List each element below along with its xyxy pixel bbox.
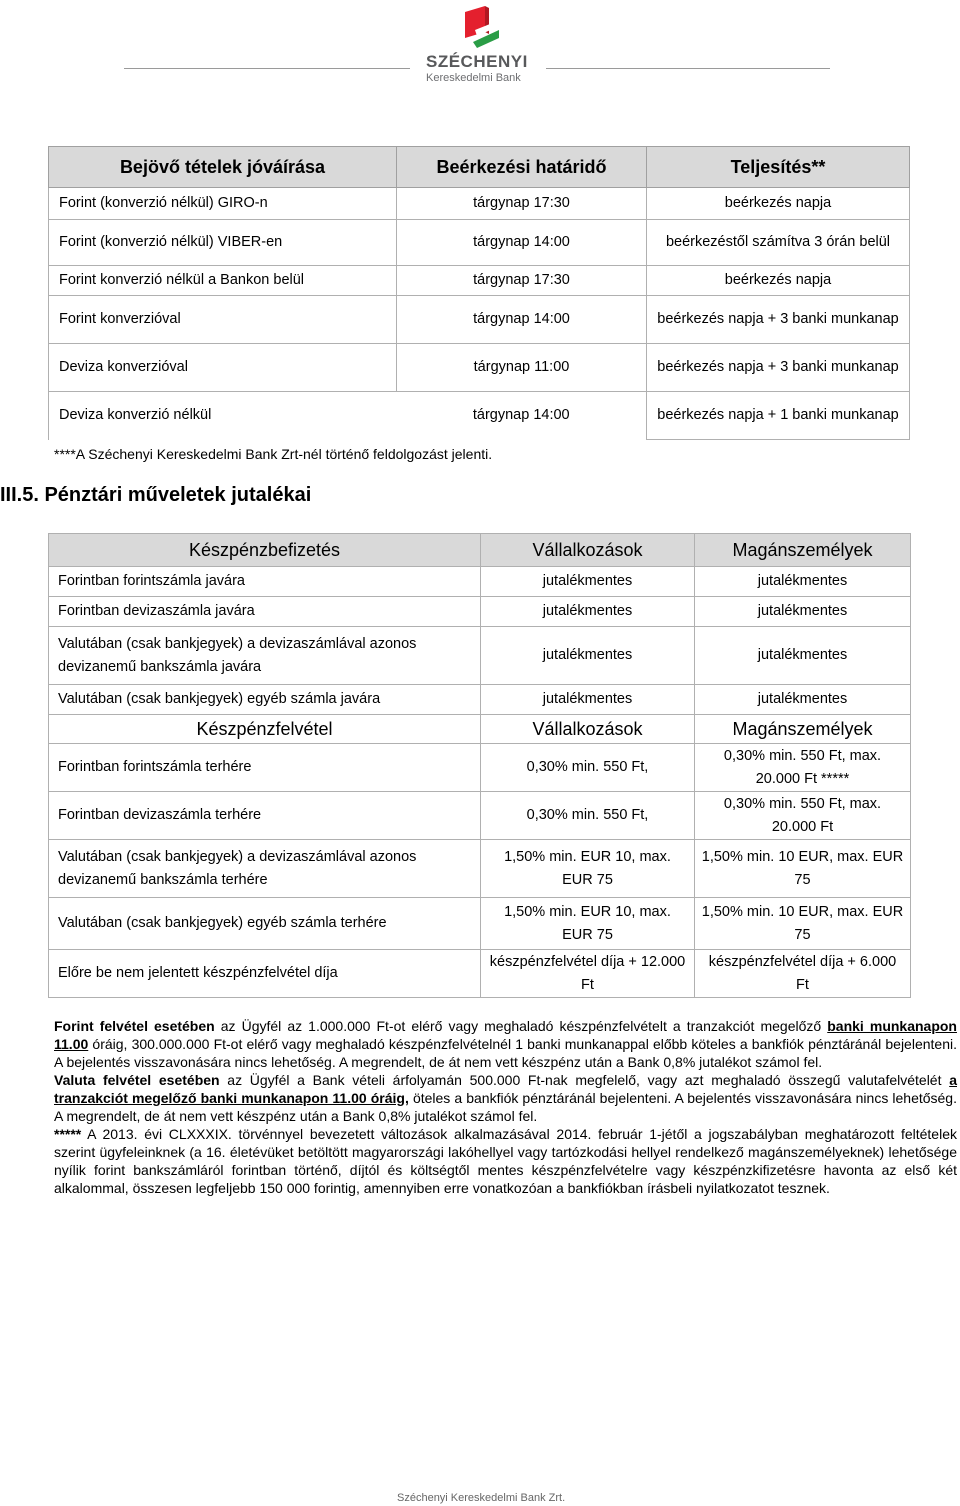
table-cell: tárgynap 14:00	[397, 296, 647, 344]
legal-note	[54, 1125, 957, 1197]
table-cell: beérkezés napja	[647, 266, 910, 296]
column-header: Vállalkozások	[481, 715, 695, 744]
incoming-items-table	[48, 146, 910, 440]
table-cell: 0,30% min. 550 Ft,	[481, 744, 695, 792]
column-header: Készpénzbefizetés	[49, 534, 481, 567]
table-row	[49, 627, 911, 685]
column-header: Magánszemélyek	[695, 534, 911, 567]
table-cell: tárgynap 11:00	[397, 344, 647, 392]
column-header: Készpénzfelvétel	[49, 715, 481, 744]
table-cell: jutalékmentes	[695, 685, 911, 715]
table-row	[49, 296, 910, 344]
table-row	[49, 685, 911, 715]
column-header: Teljesítés**	[647, 147, 910, 188]
table-cell: Forintban devizaszámla terhére	[49, 792, 481, 840]
table-cell: 1,50% min. 10 EUR, max. EUR 75	[695, 840, 911, 898]
table-header-row	[49, 534, 911, 567]
bank-logo	[410, 0, 550, 90]
header-rule-left	[124, 68, 410, 69]
table-cell: tárgynap 17:30	[397, 266, 647, 296]
table-cell: jutalékmentes	[695, 627, 911, 685]
table-cell: Forint (konverzió nélkül) GIRO-n	[49, 188, 397, 220]
note-lead: *****	[54, 1126, 82, 1142]
table-row	[49, 898, 911, 950]
table-cell: jutalékmentes	[695, 567, 911, 597]
table-cell: Deviza konverzió nélkül	[49, 392, 397, 440]
table-cell: Forintban devizaszámla javára	[49, 597, 481, 627]
note-text: öteles a bankfiók pénztáránál bejelenteni. A bejelentés visszavonására nincs lehetőség. A megrendelt, de át nem vett készpénz után a Bank 0,8% jutalékot számol fel.	[54, 1090, 957, 1124]
table-cell: beérkezés napja	[647, 188, 910, 220]
table-cell: beérkezés napja + 3 banki munkanap	[647, 296, 910, 344]
note-text: az Ügyfél az 1.000.000 Ft-ot elérő vagy meghaladó készpénzfelvételt a tranzakciót megelőző	[214, 1018, 828, 1034]
currency-withdrawal-note	[54, 1071, 957, 1125]
table-row	[49, 840, 911, 898]
table-cell: Forint (konverzió nélkül) VIBER-en	[49, 220, 397, 266]
table-cell: készpénzfelvétel díja + 12.000 Ft	[481, 950, 695, 998]
table-cell: Előre be nem jelentett készpénzfelvétel díja	[49, 950, 481, 998]
note-emphasis: banki munkanapon 11.00	[54, 1018, 957, 1052]
table-row	[49, 744, 911, 792]
table-header-row	[49, 715, 911, 744]
logo-brand-sub: Kereskedelmi Bank	[426, 72, 521, 84]
table-cell: tárgynap 14:00	[397, 220, 647, 266]
table-cell: jutalékmentes	[695, 597, 911, 627]
forint-withdrawal-note	[54, 1017, 957, 1071]
table-cell: 0,30% min. 550 Ft,	[481, 792, 695, 840]
note-lead: Forint felvétel esetében	[54, 1018, 215, 1034]
table-row	[49, 266, 910, 296]
note-text: A 2013. évi CLXXXIX. törvénnyel bevezetett változások alkalmazásával 2014. február 1-jétől a jogszabályban meghatározott feltételek szerint ügyfeleinknek (a 16. életévüket betöltött magyarországi lakóhellyel vagy tartózkodási hellyel rendelkező magánszemélyeknek) lehetősége nyílik forint bankszámláról forintban történő, díjtól és költségtől mentes készpénzfelvételre vagy készpénzkifizetésre havonta az első két alkalommal, összesen legfeljebb 150 000 forintig, amennyiben erre vonatkozóan a bankfiókban írásbeli nyilatkozatot tesznek.	[54, 1126, 957, 1196]
column-header: Magánszemélyek	[695, 715, 911, 744]
note-text: óráig, 300.000.000 Ft-ot elérő vagy meghaladó készpénzfelvételnél 1 banki munkanappal előbb köteles a bankfiók pénztáránál bejelenteni. A bejelentés visszavonására nincs lehetőség. A megrendelt, de át nem vett készpénz után a Bank 0,8% jutalékot számol fel.	[54, 1036, 957, 1070]
note-emphasis: a tranzakciót megelőző banki munkanapon 11.00 óráig,	[54, 1072, 957, 1106]
table-cell: jutalékmentes	[481, 685, 695, 715]
table-cell: beérkezés napja + 3 banki munkanap	[647, 344, 910, 392]
table-row	[49, 392, 910, 440]
table-cell: Valutában (csak bankjegyek) egyéb számla terhére	[49, 898, 481, 950]
table-cell: beérkezés napja + 1 banki munkanap	[647, 392, 910, 440]
table-cell: 0,30% min. 550 Ft, max. 20.000 Ft *****	[695, 744, 911, 792]
table-cell: Forintban forintszámla javára	[49, 567, 481, 597]
table-row	[49, 597, 911, 627]
table-cell: jutalékmentes	[481, 627, 695, 685]
table-cell: Forint konverzióval	[49, 296, 397, 344]
table-row	[49, 792, 911, 840]
table-cell: 0,30% min. 550 Ft, max. 20.000 Ft	[695, 792, 911, 840]
table-row	[49, 188, 910, 220]
table-row	[49, 567, 911, 597]
note-text: az Ügyfél a Bank vételi árfolyamán 500.000 Ft-nak megfelelő, vagy azt meghaladó összegű valutafelvételét	[219, 1072, 950, 1088]
page-footer: Széchenyi Kereskedelmi Bank Zrt.	[397, 1492, 566, 1504]
table-cell: beérkezéstől számítva 3 órán belül	[647, 220, 910, 266]
table-cell: készpénzfelvétel díja + 6.000 Ft	[695, 950, 911, 998]
table-cell: Forint konverzió nélkül a Bankon belül	[49, 266, 397, 296]
table-cell: Valutában (csak bankjegyek) a devizaszámlával azonos devizanemű bankszámla terhére	[49, 840, 481, 898]
table-cell: 1,50% min. 10 EUR, max. EUR 75	[695, 898, 911, 950]
table-row	[49, 950, 911, 998]
table-header-row	[49, 147, 910, 188]
fee-notes	[54, 1017, 957, 1197]
table1-footnote: ****A Széchenyi Kereskedelmi Bank Zrt-nél történő feldolgozást jelenti.	[54, 446, 493, 462]
logo-brand-name: SZÉCHENYI	[426, 52, 528, 71]
cashier-fees-table	[48, 533, 911, 998]
table-cell: Valutában (csak bankjegyek) a devizaszámlával azonos devizanemű bankszámla javára	[49, 627, 481, 685]
header-rule-right	[546, 68, 830, 69]
column-header: Beérkezési határidő	[397, 147, 647, 188]
column-header: Vállalkozások	[481, 534, 695, 567]
column-header: Bejövő tételek jóváírása	[49, 147, 397, 188]
table-cell: Deviza konverzióval	[49, 344, 397, 392]
table-cell: Valutában (csak bankjegyek) egyéb számla javára	[49, 685, 481, 715]
table-cell: 1,50% min. EUR 10, max. EUR 75	[481, 840, 695, 898]
section-title: III.5. Pénztári műveletek jutalékai	[0, 484, 312, 506]
table-cell: jutalékmentes	[481, 567, 695, 597]
table-row	[49, 344, 910, 392]
table-row	[49, 220, 910, 266]
table-cell: tárgynap 17:30	[397, 188, 647, 220]
note-lead: Valuta felvétel esetében	[54, 1072, 220, 1088]
table-cell: tárgynap 14:00	[397, 392, 647, 440]
table-cell: Forintban forintszámla terhére	[49, 744, 481, 792]
table-cell: 1,50% min. EUR 10, max. EUR 75	[481, 898, 695, 950]
table-cell: jutalékmentes	[481, 597, 695, 627]
logo-mark-icon	[455, 2, 505, 52]
